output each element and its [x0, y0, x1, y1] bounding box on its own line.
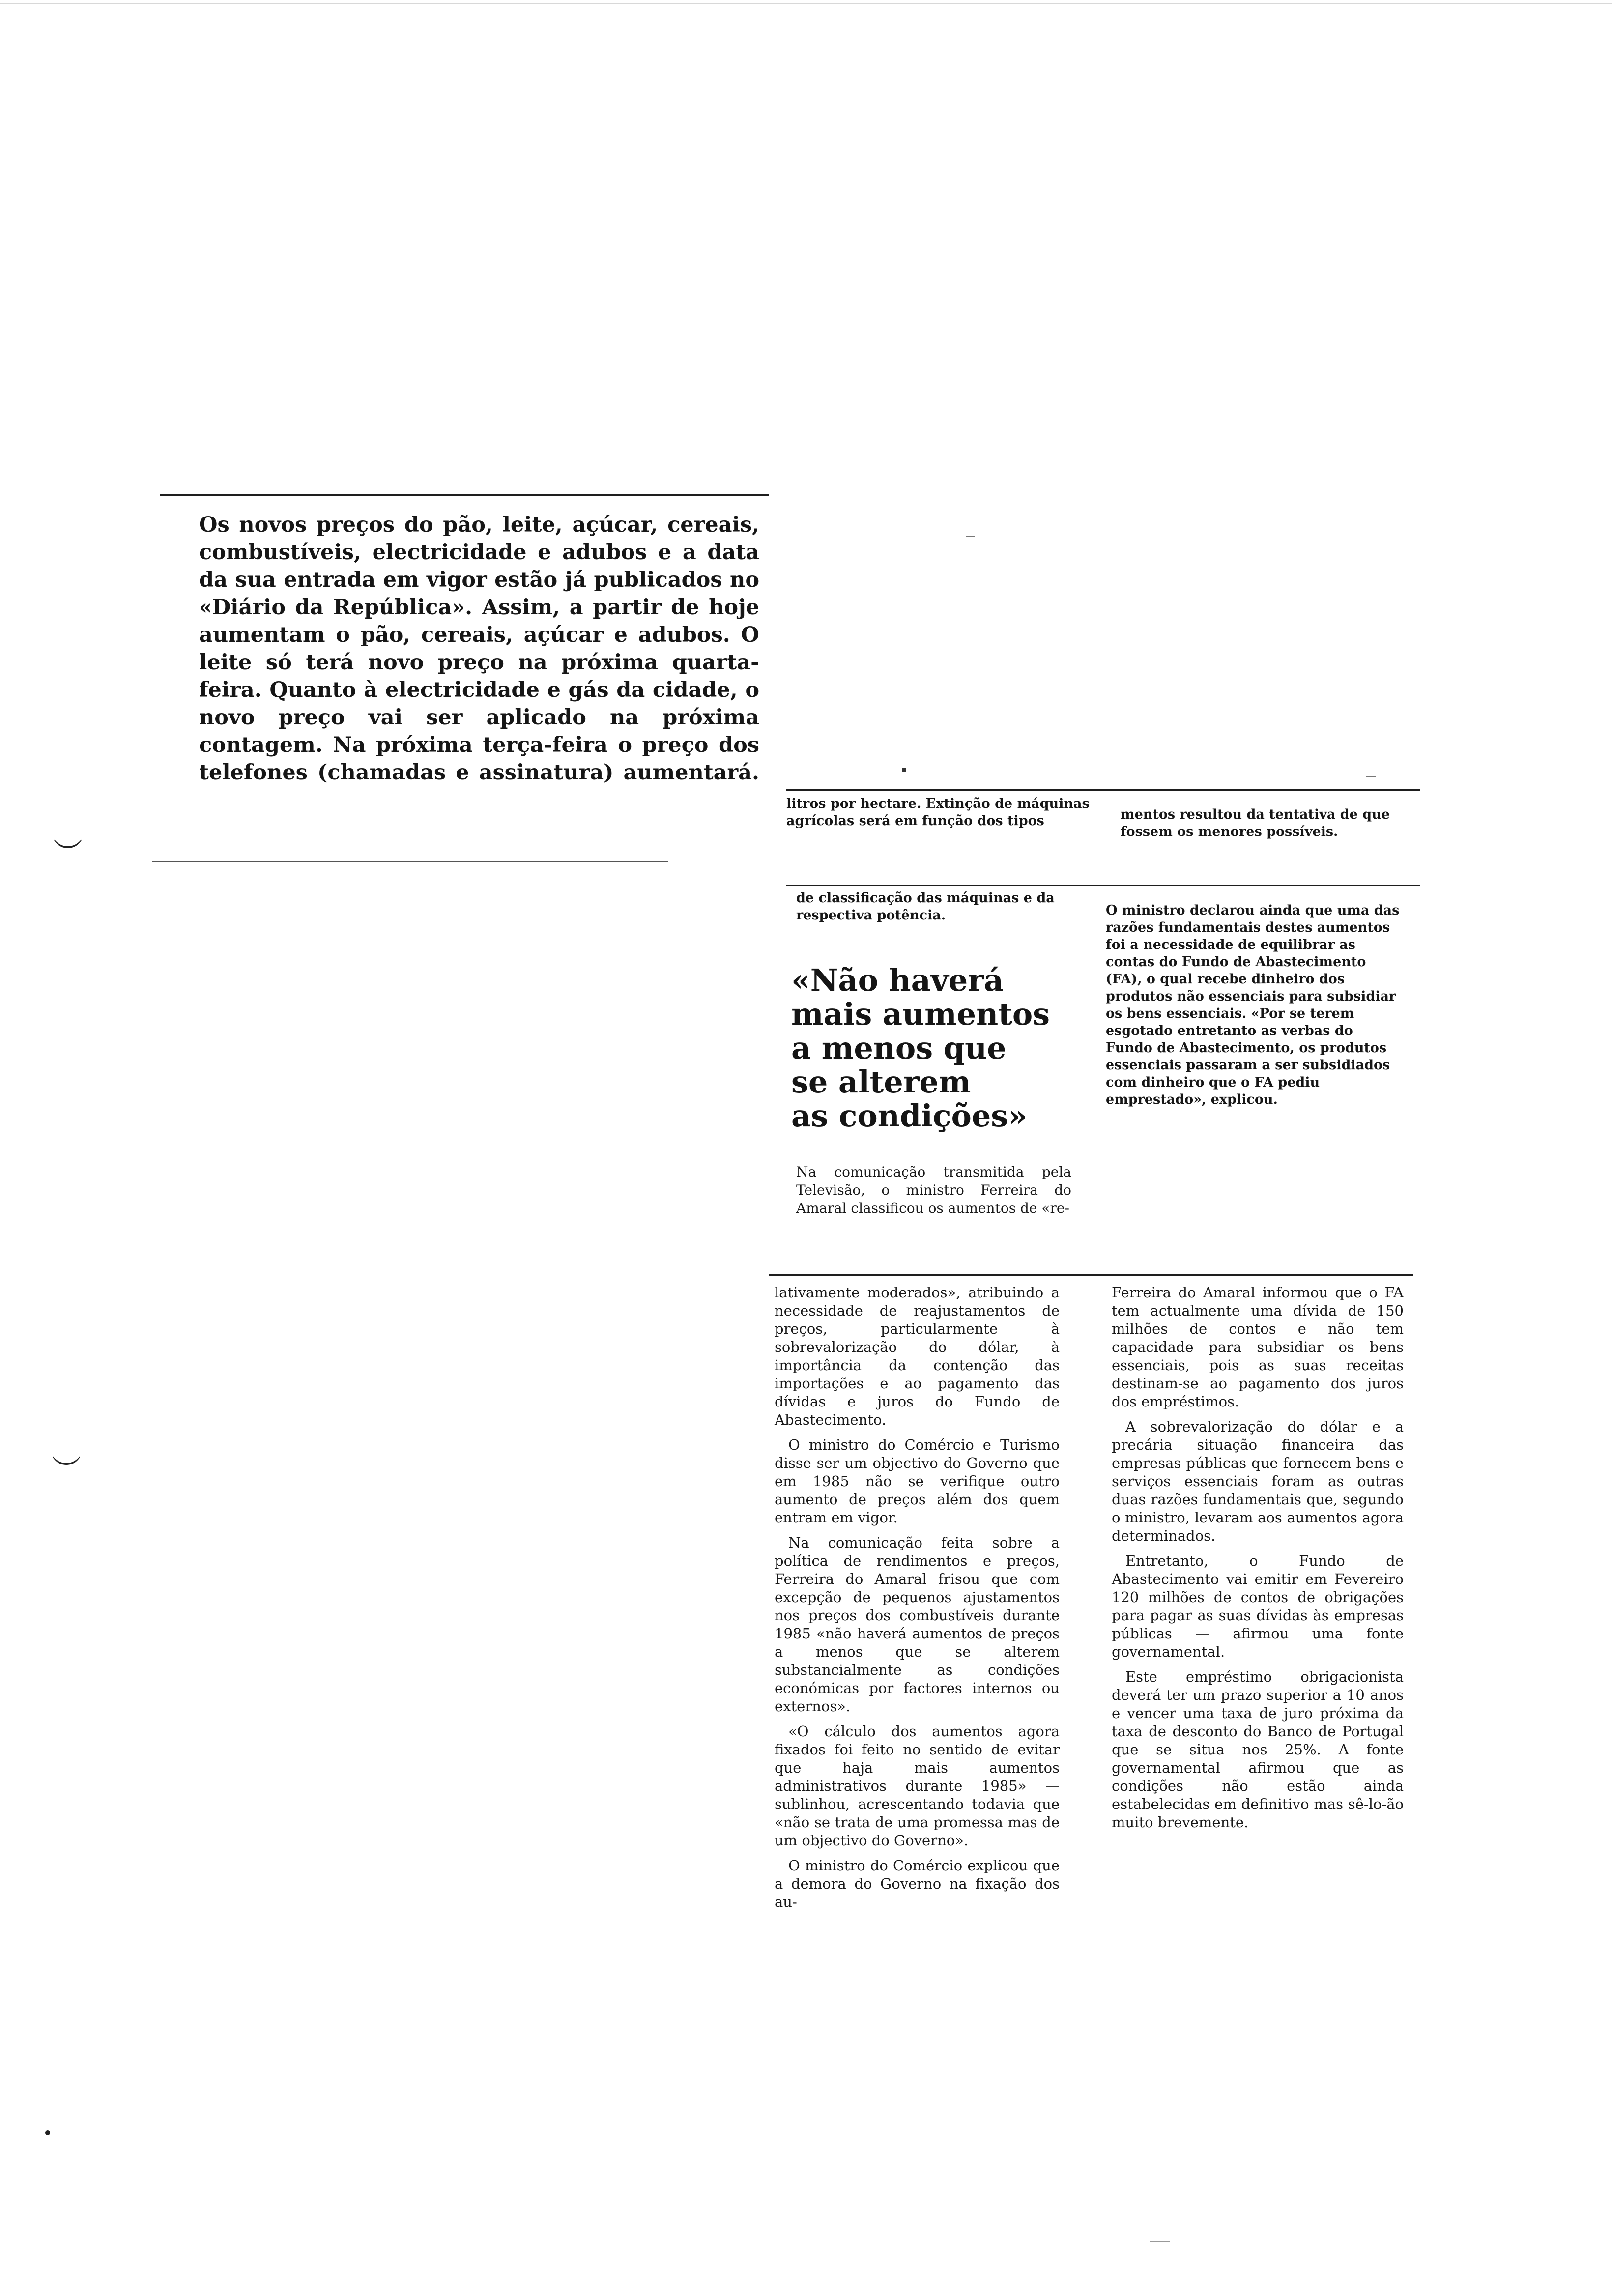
rule-fragments-mid [786, 885, 1420, 886]
article-left-column [775, 1284, 1060, 1918]
paragraph: Ferreira do Amaral informou que o FA tem actualmente uma dívida de 150 milhões de contos e não tem capacidade para subsidiar os bens essenciais, pois as suas receitas destinam-se ao pagamento dos juros dos empréstimos. [1112, 1284, 1404, 1410]
margin-dot-mark [45, 2130, 50, 2135]
paragraph: lativamente moderados», atribuindo a necessidade de reajustamentos de preços, particularmente à sobrevalorização do dólar, à importância da contenção das importações e ao pagamento das dívidas e juros do Fundo de Abastecimento. [775, 1284, 1060, 1428]
margin-bracket-mark: ︶ [53, 837, 83, 871]
subheading-line: «Não haverá [791, 962, 1004, 998]
paragraph: «O cálculo dos aumentos agora fixados foi feito no sentido de evitar que haja mais aumentos administrativos durante 1985» — sublinhou, acrescentando todavia que «não se trata de uma promessa mas de um objectivo do Governo». [775, 1723, 1060, 1849]
scan-speck [902, 768, 906, 772]
top-edge-line [0, 3, 1612, 4]
article-right-column [1112, 1284, 1404, 1838]
paragraph: A sobrevalorização do dólar e a precária situação financeira das empresas públicas que fornecem bens e serviços essenciais foram as outras duas razões fundamentais que, segundo o ministro, levaram aos aumentos agora determinados. [1112, 1418, 1404, 1544]
paragraph: Na comunicação feita sobre a política de rendimentos e preços, Ferreira do Amaral frisou que com excepção de pequenos ajustamentos nos preços dos combustíveis durante 1985 «não haverá aumentos de preços a menos que se alterem substancialmente as condições económicas por factores internos ou externos». [775, 1534, 1060, 1715]
scan-speck [966, 536, 975, 537]
subheading-line: se alterem [791, 1064, 971, 1100]
paragraph: Entretanto, o Fundo de Abastecimento vai emitir em Fevereiro 120 milhões de contos de obrigações para pagar as suas dívidas às empresas públicas — afirmou uma fonte governamental. [1112, 1552, 1404, 1660]
fragment-left-mid: de classificação das máquinas e da respectiva potência. [796, 890, 1055, 923]
fragment-right-mid: O ministro declarou ainda que uma das razões fundamentais destes aumentos foi a necessidade de equilibrar as contas do Fundo de Abastecimento (FA), o qual recebe dinheiro dos produtos não essenciais para subsidiar os bens essenciais. «Por se terem esgotado entretanto as verbas do Fundo de Abastecimento, os produtos essenciais passaram a ser subsidiados com dinheiro que o FA pediu emprestado», explicou. [1106, 903, 1400, 1107]
rule-columns-top [769, 1274, 1413, 1276]
margin-bracket-mark: ︶ [52, 1454, 81, 1488]
subheading-line: mais aumentos [791, 996, 1050, 1032]
subheading-line: a menos que [791, 1030, 1007, 1066]
paragraph: O ministro do Comércio e Turismo disse ser um objectivo do Governo que em 1985 não se verifique outro aumento de preços além dos quem entram em vigor. [775, 1436, 1060, 1526]
rule-lead-bottom [152, 861, 668, 862]
scan-speck [1150, 2241, 1170, 2242]
paragraph: O ministro do Comércio explicou que a demora do Governo na fixação dos au- [775, 1857, 1060, 1910]
article-subheading [791, 963, 1081, 1133]
fragment-right-top: mentos resultou da tentativa de que fossem os menores possíveis. [1121, 807, 1390, 839]
fragment-left-top: litros por hectare. Extinção de máquinas agrícolas será em função dos tipos [786, 796, 1090, 829]
subheading-line: as condições» [791, 1098, 1027, 1134]
rule-fragments-top [786, 789, 1420, 791]
paragraph: Este empréstimo obrigacionista deverá ter um prazo superior a 10 anos e vencer uma taxa de juro próxima da taxa de desconto do Banco de Portugal que se situa nos 25%. A fonte governamental afirmou que as condições não estão ainda estabelecidas em definitivo mas sê-lo-ão muito brevemente. [1112, 1668, 1404, 1831]
rule-lead-top [160, 494, 769, 496]
lead-paragraph: Os novos preços do pão, leite, açúcar, cereais, combustíveis, electricidade e adubos e a data da sua entrada em vigor estão já publicados no «Diário da República». Assim, a partir de hoje aumentam o pão, cereais, açúcar e adubos. O leite só terá novo preço na próxima quarta-feira. Quanto à electricidade e gás da cidade, o novo preço vai ser aplicado na próxima contagem. Na próxima terça-feira o preço dos telefones (chamadas e assinatura) aumentará. [199, 513, 759, 785]
communication-paragraph: Na comunicação transmitida pela Televisão, o ministro Ferreira do Amaral classificou os aumentos de «re- [796, 1164, 1071, 1216]
scan-speck [1366, 776, 1376, 777]
